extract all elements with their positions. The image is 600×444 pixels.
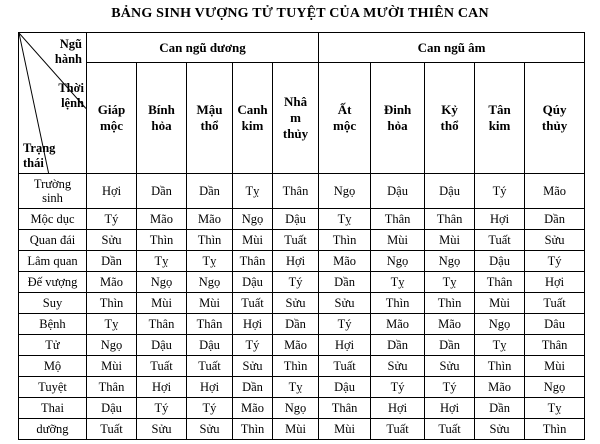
table-cell: Ngọ	[233, 209, 273, 230]
column-header-line: hỏa	[151, 118, 172, 133]
row-header: Tuyệt	[19, 377, 87, 398]
table-cell: Mùi	[319, 419, 371, 440]
table-cell: Tuất	[233, 293, 273, 314]
table-cell: Mùi	[87, 356, 137, 377]
table-cell: Tỵ	[525, 398, 585, 419]
table-cell: Mùi	[371, 230, 425, 251]
table-cell: Tý	[187, 398, 233, 419]
table-cell: Thìn	[371, 293, 425, 314]
table-cell: Hợi	[273, 251, 319, 272]
column-header-line: Tân	[488, 102, 511, 117]
table-cell: Sửu	[371, 356, 425, 377]
table-cell: Thân	[475, 272, 525, 293]
table-cell: Dần	[273, 314, 319, 335]
table-cell: Hợi	[233, 314, 273, 335]
table-cell: Tuất	[371, 419, 425, 440]
document-title: BẢNG SINH VƯỢNG TỬ TUYỆT CỦA MƯỜI THIÊN CAN	[111, 6, 489, 21]
table-cell: Hợi	[525, 272, 585, 293]
table-cell: Thân	[137, 314, 187, 335]
column-header-line: thủy	[541, 118, 568, 133]
column-header	[475, 63, 525, 174]
row-header: Tử	[19, 335, 87, 356]
table-cell: Dần	[425, 335, 475, 356]
table-cell: Dần	[371, 335, 425, 356]
row-header: Trường sinh	[19, 174, 87, 209]
table-cell: Thìn	[425, 293, 475, 314]
table-cell: Dâu	[525, 314, 585, 335]
table-cell: Hợi	[425, 398, 475, 419]
row-header: Bệnh	[19, 314, 87, 335]
table-row	[19, 272, 585, 293]
table-cell: Hợi	[371, 398, 425, 419]
table-cell: Mão	[87, 272, 137, 293]
corner-label-thoi-lenh: Thời lệnh	[58, 81, 84, 110]
row-header: dưỡng	[19, 419, 87, 440]
table-cell: Thìn	[137, 230, 187, 251]
column-header-line: thổ	[200, 118, 219, 133]
row-header: Mộ	[19, 356, 87, 377]
table-cell: Tuất	[87, 419, 137, 440]
column-header-line: Nhâ	[283, 94, 308, 109]
table-cell: Mão	[475, 377, 525, 398]
table-cell: Thân	[525, 335, 585, 356]
table-cell: Ngọ	[525, 377, 585, 398]
table-cell: Thân	[87, 377, 137, 398]
table-cell: Thân	[273, 174, 319, 209]
column-header	[273, 63, 319, 174]
table-cell: Tỵ	[475, 335, 525, 356]
column-header-line: mộc	[99, 118, 124, 133]
column-header	[233, 63, 273, 174]
table-cell: Ngọ	[187, 272, 233, 293]
thien-can-table	[18, 32, 585, 440]
table-cell: Tỵ	[319, 209, 371, 230]
table-cell: Sửu	[233, 356, 273, 377]
table-cell: Ngọ	[273, 398, 319, 419]
table-cell: Tỵ	[273, 377, 319, 398]
table-cell: Dậu	[137, 335, 187, 356]
table-cell: Mùi	[425, 230, 475, 251]
column-header-line: mộc	[332, 118, 357, 133]
table-cell: Dậu	[371, 174, 425, 209]
table-cell: Thân	[233, 251, 273, 272]
row-header: Mộc dục	[19, 209, 87, 230]
table-body	[19, 174, 585, 440]
header-row-groups	[19, 33, 585, 63]
column-header	[87, 63, 137, 174]
table-cell: Tỵ	[137, 251, 187, 272]
table-cell: Tý	[137, 398, 187, 419]
table-cell: Ngọ	[87, 335, 137, 356]
table-cell: Ngọ	[319, 174, 371, 209]
table-cell: Tỵ	[233, 174, 273, 209]
column-header	[319, 63, 371, 174]
table-cell: Dần	[233, 377, 273, 398]
table-cell: Tý	[525, 251, 585, 272]
table-row	[19, 230, 585, 251]
corner-label-trang-thai: Trạng thái	[23, 141, 56, 170]
table-cell: Mùi	[525, 356, 585, 377]
table-cell: Dần	[87, 251, 137, 272]
table-cell: Tuất	[319, 356, 371, 377]
table-cell: Sửu	[475, 419, 525, 440]
table-cell: Mão	[187, 209, 233, 230]
group-header-can-am: Can ngũ âm	[319, 33, 585, 63]
table-cell: Tý	[87, 209, 137, 230]
column-header-line: hỏa	[387, 118, 408, 133]
table-cell: Hợi	[87, 174, 137, 209]
table-cell: Hợi	[475, 209, 525, 230]
table-cell: Mùi	[137, 293, 187, 314]
table-row	[19, 398, 585, 419]
column-header-line: Canh	[237, 102, 268, 117]
table-cell: Mão	[525, 174, 585, 209]
column-header-line: Mậu	[196, 102, 223, 117]
table-cell: Dậu	[187, 335, 233, 356]
column-header-line: Kỷ	[441, 102, 458, 117]
table-row	[19, 209, 585, 230]
table-cell: Mùi	[187, 293, 233, 314]
table-cell: Thìn	[187, 230, 233, 251]
table-row	[19, 356, 585, 377]
table-cell: Dậu	[273, 209, 319, 230]
table-cell: Thân	[187, 314, 233, 335]
table-cell: Thìn	[233, 419, 273, 440]
row-header: Thai	[19, 398, 87, 419]
table-cell: Sửu	[187, 419, 233, 440]
table-cell: Thân	[425, 209, 475, 230]
table-cell: Tỵ	[425, 272, 475, 293]
table-cell: Sửu	[525, 230, 585, 251]
table-cell: Tỵ	[187, 251, 233, 272]
table-cell: Mão	[233, 398, 273, 419]
column-header	[187, 63, 233, 174]
table-cell: Ngọ	[475, 314, 525, 335]
table-cell: Dần	[475, 398, 525, 419]
table-cell: Tuất	[273, 230, 319, 251]
column-header-line: kim	[241, 118, 264, 133]
corner-label-ngu-hanh: Ngũ hành	[54, 37, 82, 66]
table-cell: Tỵ	[371, 272, 425, 293]
table-cell: Mùi	[273, 419, 319, 440]
table-row	[19, 335, 585, 356]
column-header-line: Qúy	[542, 102, 567, 117]
table-cell: Tý	[371, 377, 425, 398]
group-header-can-duong: Can ngũ dương	[87, 33, 319, 63]
table-row	[19, 377, 585, 398]
table-cell: Hợi	[187, 377, 233, 398]
table-cell: Dậu	[233, 272, 273, 293]
table-cell: Mão	[425, 314, 475, 335]
row-header: Suy	[19, 293, 87, 314]
table-row	[19, 314, 585, 335]
table-cell: Tý	[233, 335, 273, 356]
column-header	[371, 63, 425, 174]
table-cell: Dậu	[475, 251, 525, 272]
table-cell: Sửu	[87, 230, 137, 251]
table-cell: Thìn	[525, 419, 585, 440]
row-header: Lâm quan	[19, 251, 87, 272]
table-cell: Dần	[187, 174, 233, 209]
table-row	[19, 419, 585, 440]
table-cell: Ngọ	[137, 272, 187, 293]
table-cell: Mùi	[475, 293, 525, 314]
table-cell: Dần	[137, 174, 187, 209]
column-header-line: Đinh	[383, 102, 412, 117]
table-cell: Mùi	[233, 230, 273, 251]
table-cell: Dậu	[87, 398, 137, 419]
column-header-line: thổ	[440, 118, 459, 133]
column-header	[525, 63, 585, 174]
corner-header	[19, 33, 87, 174]
table-cell: Sửu	[273, 293, 319, 314]
table-cell: Ngọ	[371, 251, 425, 272]
table-cell: Tuất	[137, 356, 187, 377]
column-header-line: thủy	[282, 126, 309, 141]
table-cell: Thìn	[319, 230, 371, 251]
table-cell: Dậu	[425, 174, 475, 209]
table-cell: Thìn	[273, 356, 319, 377]
table-cell: Tý	[319, 314, 371, 335]
table-cell: Sửu	[425, 356, 475, 377]
table-cell: Dần	[525, 209, 585, 230]
table-cell: Mão	[273, 335, 319, 356]
table-row	[19, 174, 585, 209]
table-cell: Tý	[425, 377, 475, 398]
column-header	[137, 63, 187, 174]
header-row-columns	[19, 63, 585, 174]
table-row	[19, 293, 585, 314]
table-cell: Mão	[137, 209, 187, 230]
table-cell: Tuất	[425, 419, 475, 440]
table-cell: Thân	[319, 398, 371, 419]
table-cell: Tuất	[475, 230, 525, 251]
table-cell: Sửu	[319, 293, 371, 314]
table-cell: Tý	[273, 272, 319, 293]
table-row	[19, 251, 585, 272]
row-header: Quan đái	[19, 230, 87, 251]
table-cell: Dần	[319, 272, 371, 293]
table-cell: Hợi	[319, 335, 371, 356]
table-cell: Thân	[371, 209, 425, 230]
table-cell: Dậu	[319, 377, 371, 398]
column-header-line: kim	[488, 118, 511, 133]
table-cell: Tuất	[187, 356, 233, 377]
table-cell: Tý	[475, 174, 525, 209]
column-header-line: Bính	[148, 102, 175, 117]
table-cell: Mão	[371, 314, 425, 335]
table-cell: Thìn	[475, 356, 525, 377]
column-header-line: m	[290, 110, 301, 125]
table-cell: Sửu	[137, 419, 187, 440]
table-cell: Mão	[319, 251, 371, 272]
column-header-line: Giáp	[97, 102, 126, 117]
row-header: Đế vượng	[19, 272, 87, 293]
table-cell: Tỵ	[87, 314, 137, 335]
table-cell: Thìn	[87, 293, 137, 314]
table-cell: Ngọ	[425, 251, 475, 272]
column-header	[425, 63, 475, 174]
table-cell: Tuất	[525, 293, 585, 314]
column-header-line: Ất	[337, 102, 352, 117]
table-cell: Hợi	[137, 377, 187, 398]
